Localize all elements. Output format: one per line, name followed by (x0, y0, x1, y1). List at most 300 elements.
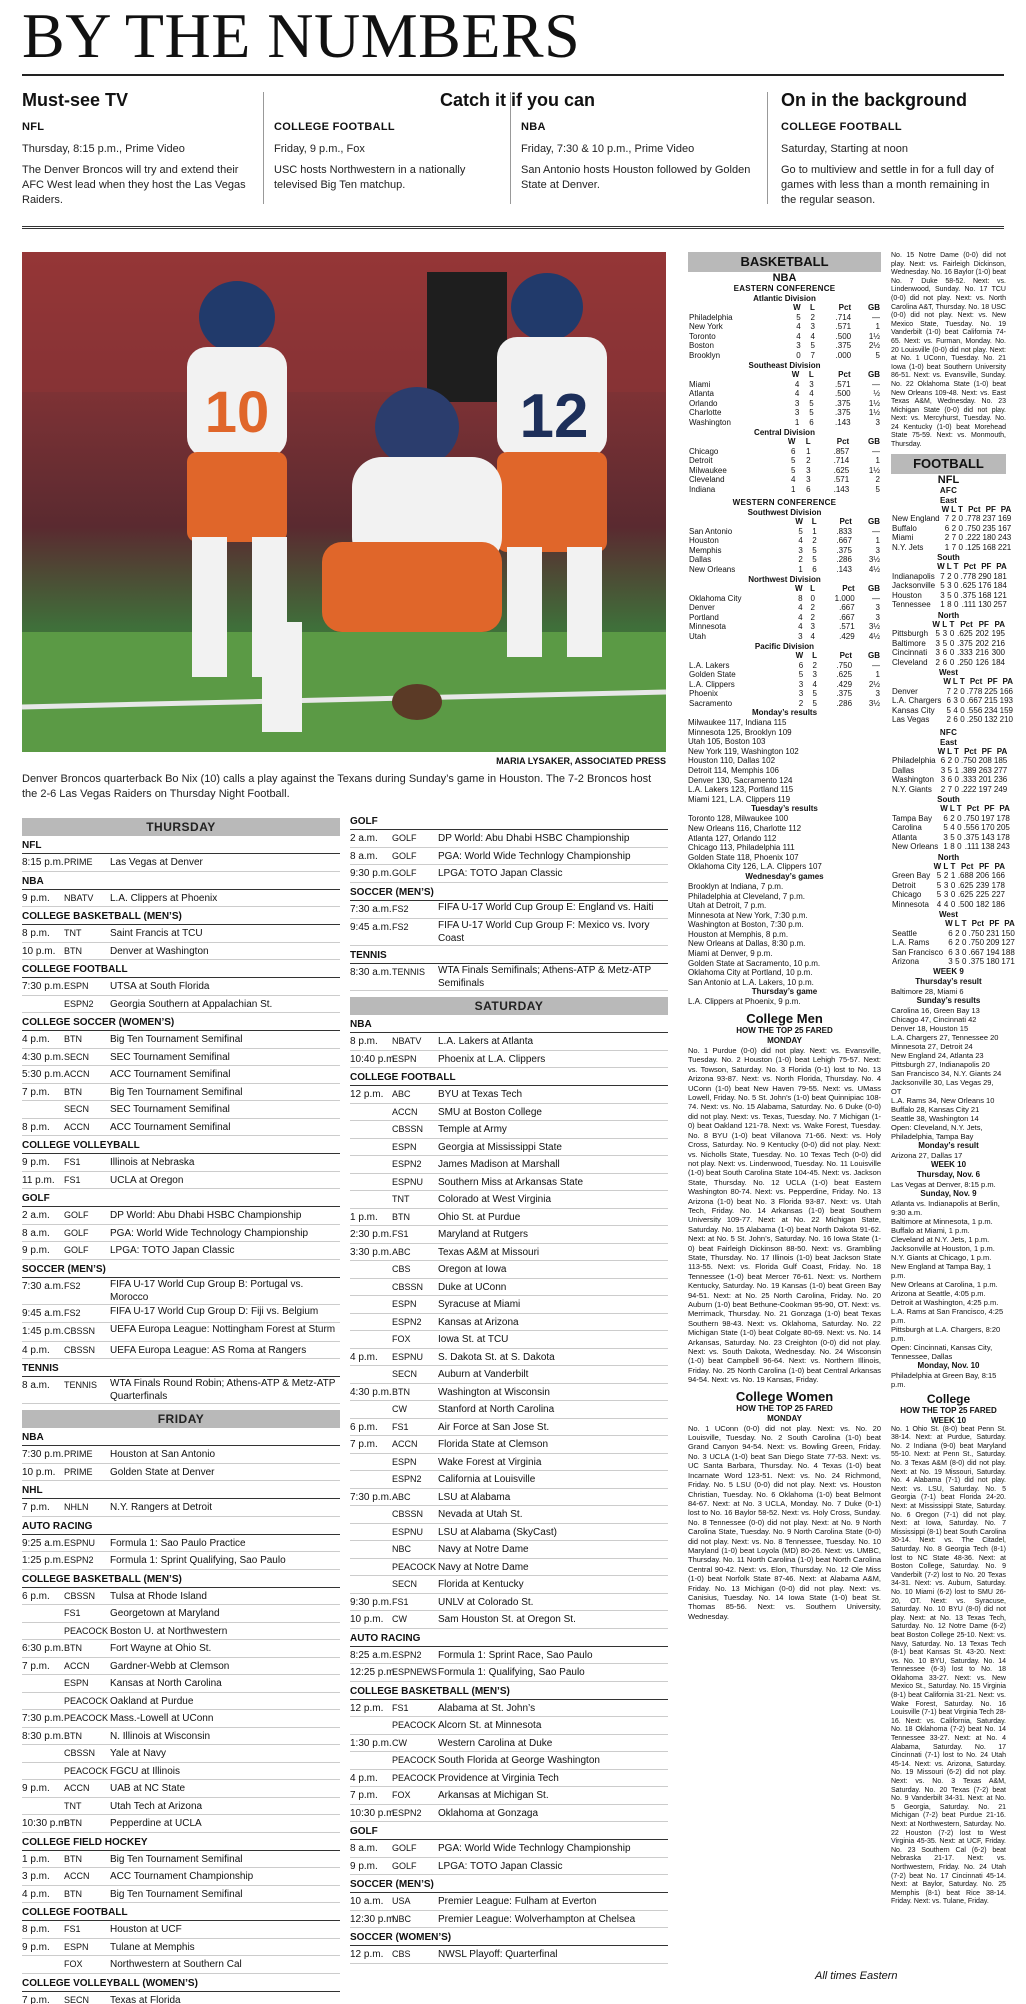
team-cell: 0 (954, 571, 959, 581)
schedule-row (22, 1745, 340, 1763)
team-cell: 3 (955, 947, 960, 957)
network-cell: ESPN (392, 1456, 417, 1467)
header-cell: W (794, 584, 803, 593)
schedule-row (22, 1921, 340, 1939)
team-cell: 2 (947, 571, 952, 581)
team-cell: — (872, 660, 880, 670)
team-cell: 6 (806, 484, 811, 494)
time-cell: 9 p.m. (22, 892, 50, 904)
network-cell: SECN (64, 1994, 90, 2004)
event-cell: Houston at UCF (110, 1924, 182, 1935)
team-cell: 2 (810, 612, 815, 622)
header-cell: Pct (968, 504, 981, 514)
team-cell: 3 (940, 590, 945, 600)
team-cell: 2 (950, 813, 955, 823)
header-cell (891, 804, 939, 814)
team-cell: .250 (957, 657, 973, 667)
team-cell: 185 (993, 756, 1008, 766)
schedule-row (350, 1139, 668, 1157)
team-cell: 4 (798, 612, 803, 622)
time-cell: 9 p.m. (22, 1941, 50, 1953)
team-cell: 3 (806, 465, 811, 475)
team-cell: 2 (806, 456, 811, 465)
network-cell: FS1 (64, 1157, 81, 1167)
schedule-row (22, 1780, 340, 1798)
schedule-row (350, 1261, 668, 1279)
team-cell: San Antonio (689, 526, 733, 536)
team-cell: 237 (982, 514, 996, 524)
header-cell (891, 677, 942, 687)
team-cell: 178 (996, 813, 1010, 823)
schedule-row (22, 943, 340, 961)
team-cell: .667 (836, 536, 852, 545)
college-football-poll: No. 1 Ohio St. (8-0) beat Penn St. 38-14. Next: at Purdue, Saturday. No. 2 Indiana (9-0) beat Maryland 55-10. Next: at Penn St., Saturday. No. 3 Texas A&M (8-0) did not play. Next: at No. 19 Missouri, Saturday. No. 4 Alabama (7-1) did not play. Next: vs. LSU, Saturday. No. 5 Georgia (7-1) beat Florida 24-20. Next: at Mississippi State, Saturday. No. 6 Oregon (7-1) did not play. Next: at Iowa, Saturday. No. 7 Mississippi (8-1) beat South Carolina 30-14. Next: vs. The Citadel, Saturday. No. 8 Georgia Tech (8-1) lost to NC State 48-36. Next: at Boston College, Saturday. No. 9 Vanderbilt (7-2) lost to No. 20 Texas 34-31. Next: vs. Auburn, Saturday. No. 10 Miami (6-2) lost to SMU 26-20, OT. Next: vs. Syracuse, Saturday. No. 10 BYU (8-0) did not play. Next: at No. 13 Texas Tech, Saturday. No. 12 Notre Dame (6-2) beat Boston College 25-10. Next: vs. Navy, Saturday. No. 13 Texas Tech (8-1) beat Kansas St. 43-20. Next: vs. No. 10 BYU, Saturday. No. 14 Tennessee (6-3) lost to No. 18 Oklahoma 33-27. Next: vs. New Mexico St., Saturday. No. 15 Virginia (8-1) beat California 31-21. Next: vs. Wake Forest, Saturday. No. 16 Louisville (7-1) beat Virginia Tech 28-16. Next: vs. California, Saturday. No. 18 Oklahoma (7-2) beat No. 14 Tennessee 33-27. Next: at No. 4 Alabama, Saturday. No. 17 Cincinnati (7-1) lost to No. 24 Utah 45-14. Next: vs. Arizona, Saturday. No. 19 Missouri (6-2) did not play. Next: vs. No. 3 Texas A&M, Saturday. No. 20 Texas (7-2) beat No. 9 Vanderbilt 34-31. Next: at No. 5 Georgia, Saturday. No. 21 Michigan (7-2) beat Purdue 21-16. Next: at Northwestern, Saturday. No. 22 Houston (7-2) lost to West Virginia 45-35. Next: at UCF, Friday. No. 23 Southern Cal (6-2) beat Nebraska 21-17. Next: vs. Northwestern, Friday. No. 24 Utah (7-2) beat No. 17 Cincinnati 45-14. Next: at Baylor, Saturday. No. 25 Memphis (8-1) beat Rice 38-14. Friday. Next: vs. Tulane, Friday. (891, 1425, 1006, 1906)
team-cell: .556 (966, 705, 983, 715)
network-cell: CBS (392, 1264, 411, 1274)
team-cell: 1 (798, 564, 803, 574)
schedule-row (350, 830, 668, 848)
team-cell: 225 (975, 890, 990, 900)
team-row (688, 475, 881, 485)
result-line: Seattle 38, Washington 14 (891, 1113, 979, 1123)
team-cell: .857 (833, 446, 850, 456)
header-cell: L (946, 562, 952, 572)
schedule-row (350, 901, 668, 920)
category-heading: COLLEGE FIELD HOCKEY (22, 1836, 340, 1851)
result-line: Milwaukee 117, Indiana 115 (688, 718, 787, 727)
header-cell: GB (868, 651, 880, 660)
event-cell: Mass.-Lowell at UConn (110, 1713, 214, 1724)
team-cell: Minnesota (892, 899, 929, 909)
team-cell: L.A. Chargers (892, 696, 942, 706)
time-cell: 1:25 p.m. (22, 1555, 64, 1566)
team-cell: Atlanta (892, 832, 917, 842)
week-heading: WEEK 10 (930, 1159, 967, 1169)
team-cell: 3 (943, 880, 949, 890)
header-cell: Pct (964, 746, 977, 756)
event-cell: Wake Forest at Virginia (438, 1456, 542, 1468)
time-cell (22, 1693, 64, 1710)
team-cell: Phoenix (689, 689, 718, 698)
team-cell: 3 (810, 622, 815, 631)
event-cell: ACC Tournament Semifinal (110, 1121, 231, 1133)
event-cell: UEFA Europa League: AS Roma at Rangers (110, 1344, 307, 1356)
network-cell: GOLF (392, 1860, 417, 1871)
team-cell: 2 (798, 698, 804, 708)
catch-heading: Catch it if you can (440, 90, 596, 110)
team-row (891, 890, 1006, 900)
team-cell: 3 (943, 832, 948, 842)
header-cell: W (787, 437, 796, 446)
team-cell: Orlando (689, 398, 718, 408)
time-cell: 10 p.m. (22, 945, 56, 957)
event-cell: UEFA Europa League: Nottingham Forest at Sturm (110, 1324, 336, 1335)
time-cell: 6 p.m. (350, 1421, 378, 1433)
team-cell: 208 (978, 756, 992, 766)
network-cell: PRIME (64, 857, 93, 867)
header-cell: Pct (960, 619, 973, 629)
team-row (891, 706, 1014, 716)
college-women-heading: College Women (735, 1388, 834, 1404)
network-cell: USA (392, 1896, 411, 1906)
schedule-row (22, 1084, 340, 1102)
team-cell: Seattle (892, 928, 917, 938)
top-item-time: Friday, 7:30 & 10 p.m., Prime Video (521, 143, 695, 155)
schedule-row (350, 1086, 668, 1104)
team-cell: 194 (986, 947, 1000, 957)
result-line: Minnesota at New York, 7:30 p.m. (688, 910, 808, 920)
team-cell: Miami (689, 379, 711, 389)
team-cell: .667 (839, 612, 855, 622)
team-cell: N.Y. Giants (892, 784, 932, 794)
time-cell: 7:30 a.m. (22, 1280, 64, 1292)
team-cell: 4 (943, 899, 949, 909)
team-cell: Washington (892, 775, 934, 785)
event-cell: Florida at Kentucky (438, 1579, 524, 1590)
schedule-row (350, 1366, 668, 1384)
network-cell: PEACOCK (392, 1720, 437, 1730)
team-cell: .429 (839, 631, 855, 641)
schedule-row (22, 1640, 340, 1658)
time-cell: 9:30 p.m. (350, 868, 392, 879)
afc-standings (891, 495, 1013, 725)
event-cell: UNLV at Colorado St. (438, 1596, 534, 1608)
time-cell: 8 a.m. (22, 1227, 50, 1239)
time-cell: 12 p.m. (350, 1089, 384, 1100)
standings-table (891, 505, 1012, 553)
team-cell: Minnesota (689, 622, 726, 631)
top-item-label: NBA (521, 121, 546, 133)
nba-west-standings (688, 508, 881, 708)
team-cell: .571 (833, 475, 850, 484)
result-line: San Antonio at L.A. Lakers, 10 p.m. (688, 977, 814, 987)
team-cell: .688 (957, 871, 974, 881)
team-cell: 143 (981, 832, 995, 842)
category-heading: COLLEGE FOOTBALL (22, 1906, 340, 1921)
top-item-time: Thursday, 8:15 p.m., Prime Video (22, 143, 185, 155)
team-row (891, 629, 1006, 639)
team-cell: 4 (798, 622, 803, 631)
time-cell: 12:30 p.m. (350, 1913, 398, 1925)
team-cell: 2 (875, 475, 880, 484)
team-cell: 201 (978, 775, 992, 785)
network-cell: NBATV (392, 1036, 422, 1046)
network-cell: BTN (64, 1086, 82, 1097)
result-line: Golden State at Sacramento, 10 p.m. (688, 958, 821, 968)
network-cell: ABC (392, 1089, 411, 1099)
event-cell: FGCU at Illinois (110, 1765, 181, 1777)
team-cell: .571 (835, 322, 852, 331)
event-cell: Illinois at Nebraska (110, 1157, 195, 1168)
team-cell: 0 (949, 648, 955, 658)
network-cell: TNT (64, 1800, 82, 1811)
team-cell: 0 (949, 629, 955, 639)
college-men-subheading: HOW THE TOP 25 FARED (736, 1026, 833, 1036)
team-cell: Philadelphia (892, 756, 936, 766)
event-cell: Navy at Notre Dame (438, 1544, 529, 1555)
schedule-row (350, 1506, 668, 1524)
team-cell: Miami (892, 533, 914, 543)
team-cell: 0 (949, 657, 955, 667)
event-cell: Duke at UConn (438, 1281, 507, 1293)
team-cell: Detroit (892, 880, 916, 890)
team-cell: 167 (997, 523, 1012, 533)
team-cell: Indiana (689, 484, 716, 494)
standings-table (688, 584, 881, 641)
team-cell: 2 (955, 938, 960, 948)
standings-table (891, 862, 1006, 910)
team-row (891, 775, 1008, 785)
schedule-row (350, 1524, 668, 1542)
schedule-row (350, 1611, 668, 1629)
time-cell (350, 1471, 392, 1488)
event-cell: Texas A&M at Missouri (438, 1246, 540, 1258)
team-cell: 5 (812, 689, 817, 698)
network-cell: BTN (64, 1643, 82, 1653)
team-cell: 3½ (868, 698, 880, 708)
team-cell: 138 (981, 842, 995, 852)
header-cell: PA (999, 804, 1010, 814)
division-heading: Pacific Division (754, 642, 815, 651)
team-cell: 243 (996, 842, 1010, 852)
results-heading: Thursday, Nov. 6 (916, 1169, 981, 1179)
schedule-row (22, 1798, 340, 1816)
division-heading: West (939, 668, 958, 678)
division-heading: Atlantic Division (753, 294, 816, 303)
team-cell: 0 (962, 938, 967, 948)
team-cell: 0 (958, 514, 963, 524)
header-cell: Pct (836, 437, 850, 446)
team-cell: 5 (812, 545, 817, 555)
time-cell: 5:30 p.m. (22, 1069, 64, 1080)
network-cell: FS2 (392, 903, 409, 914)
time-cell: 2:30 p.m. (350, 1229, 392, 1240)
team-cell: .625 (833, 465, 850, 475)
western-conference-heading: WESTERN CONFERENCE (732, 498, 837, 507)
time-cell: 10:30 p.m. (22, 1818, 70, 1829)
standings-table (688, 303, 881, 360)
time-cell (350, 1541, 392, 1558)
team-cell: 166 (999, 686, 1013, 696)
team-cell: 2 (940, 784, 946, 794)
event-cell: SMU at Boston College (438, 1106, 542, 1118)
header-cell: T (956, 804, 962, 814)
category-heading: NBA (22, 1431, 340, 1446)
time-cell (22, 1623, 64, 1640)
team-cell: L.A. Rams (892, 938, 930, 948)
header-cell: Pct (966, 804, 980, 814)
team-cell: 8 (798, 593, 803, 603)
team-cell: 184 (993, 581, 1007, 591)
result-line: Golden State 118, Phoenix 107 (688, 852, 799, 862)
time-cell (22, 996, 64, 1013)
schedule-row (350, 1226, 668, 1244)
team-cell: Dallas (892, 765, 915, 775)
team-cell: 231 (986, 928, 1000, 938)
event-cell: WTA Finals Semifinals; Athens-ATP & Metz-ATP Semifinals (438, 965, 652, 989)
standings-table (891, 804, 1011, 852)
result-line: Las Vegas at Denver, 8:15 p.m. (891, 1179, 996, 1189)
category-heading: COLLEGE BASKETBALL (MEN’S) (350, 1685, 668, 1700)
network-cell: ESPNU (392, 1526, 424, 1537)
team-cell: 234 (984, 705, 998, 715)
time-cell (350, 1296, 392, 1313)
top-item-text: USC hosts Northwestern in a nationally televised Big Ten matchup. (274, 164, 466, 191)
team-row (688, 456, 881, 466)
team-cell: 178 (996, 832, 1010, 842)
event-cell: Houston at San Antonio (110, 1449, 216, 1460)
team-cell: 159 (999, 705, 1013, 715)
header-cell (891, 562, 936, 572)
time-cell: 1:30 p.m. (350, 1737, 392, 1749)
network-cell: BTN (64, 1888, 82, 1899)
division-heading: South (937, 795, 960, 805)
team-cell: 3 (812, 670, 817, 679)
result-line: Denver 18, Houston 15 (891, 1023, 969, 1033)
header-cell: GB (868, 370, 880, 379)
standings-header (688, 651, 881, 661)
team-cell: 243 (997, 533, 1012, 543)
team-cell: 5 (935, 629, 940, 639)
time-cell (350, 1314, 392, 1331)
event-cell: ACC Tournament Semifinal (110, 1069, 231, 1080)
team-cell: 206 (975, 871, 990, 881)
header-cell: Pct (839, 651, 853, 660)
event-cell: Oklahoma at Gonzaga (438, 1807, 539, 1819)
result-line: Detroit at Washington, 4:25 p.m. (891, 1297, 999, 1307)
category-heading: COLLEGE BASKETBALL (MEN’S) (22, 910, 340, 925)
team-cell: .143 (835, 417, 851, 427)
team-cell: 171 (1001, 957, 1015, 967)
division-heading: West (939, 910, 958, 920)
team-row (891, 648, 1006, 658)
team-cell: .375 (963, 832, 980, 842)
event-cell: DP World: Abu Dhabi HSBC Championship (438, 833, 630, 844)
result-line: Utah 105, Boston 103 (688, 737, 766, 747)
header-cell: L (952, 677, 958, 687)
schedule-row (22, 1886, 340, 1904)
header-cell: PA (994, 861, 1005, 871)
standings-header (891, 862, 1006, 872)
category-heading: SOCCER (WOMEN’S) (350, 1931, 668, 1946)
event-cell: UCLA at Oregon (110, 1174, 184, 1186)
team-cell: 3 (948, 957, 953, 967)
team-cell: 3½ (868, 555, 880, 564)
team-row (688, 613, 881, 623)
network-cell: PEACOCK (64, 1695, 109, 1706)
top-item-nba (521, 121, 756, 193)
schedule-row (350, 1384, 668, 1402)
time-cell: 8:30 p.m. (22, 1730, 64, 1742)
schedule-row (22, 1101, 340, 1119)
team-cell: 3 (796, 341, 801, 350)
football-column (891, 252, 1015, 1907)
team-cell: 2 (935, 657, 940, 667)
result-line: Open: Cincinnati, Kansas City, Tennessee, Dallas (891, 1342, 993, 1361)
time-cell (350, 1139, 392, 1156)
team-cell: 4 (796, 322, 801, 331)
event-cell: Temple at Army (438, 1124, 507, 1135)
time-cell: 2 a.m. (22, 1210, 50, 1221)
team-cell: 1½ (868, 398, 880, 408)
standings-table (891, 620, 1006, 668)
team-cell: 170 (981, 823, 995, 833)
event-cell: LPGA: TOTO Japan Classic (438, 1860, 563, 1872)
team-cell: 4 (798, 536, 803, 545)
team-cell: 5 (946, 705, 951, 715)
team-cell: 0 (954, 784, 959, 794)
network-cell: BTN (64, 945, 82, 956)
network-cell: FS1 (392, 1229, 409, 1239)
team-cell: 7 (944, 514, 950, 524)
team-cell: 3 (794, 398, 800, 408)
results-heading: Monday’s results (751, 708, 818, 717)
result-line: L.A. Clippers at Phoenix, 9 p.m. (688, 997, 801, 1007)
division-heading: East (940, 737, 957, 747)
standings-header (891, 919, 1016, 929)
team-cell: 3 (935, 638, 940, 648)
schedule-row (350, 1840, 668, 1858)
time-cell: 10 p.m. (22, 1466, 56, 1478)
network-cell: ESPN2 (392, 1807, 422, 1818)
result-line: Baltimore 28, Miami 6 (891, 986, 964, 996)
team-cell: 209 (986, 938, 1000, 948)
team-cell: 6 (798, 660, 804, 670)
category-heading: NBA (22, 875, 340, 890)
team-cell: 2 (953, 686, 958, 696)
network-cell: GOLF (64, 1210, 89, 1220)
schedule-row (350, 1436, 668, 1454)
category-heading: COLLEGE FOOTBALL (350, 1071, 668, 1086)
network-cell: GOLF (64, 1245, 89, 1255)
network-cell: PEACOCK (392, 1561, 437, 1572)
time-cell: 8 a.m. (350, 850, 378, 862)
jersey-number: 10 (204, 380, 270, 445)
nfc-heading: NFC (939, 727, 958, 737)
team-row (891, 715, 1014, 725)
team-cell: .778 (966, 686, 983, 696)
results-heading: Sunday, Nov. 9 (920, 1188, 977, 1198)
team-cell: 0 (958, 533, 963, 543)
team-cell: .750 (836, 660, 853, 670)
team-cell: .750 (963, 813, 980, 823)
team-cell: 5 (947, 765, 953, 775)
team-cell: 5 (955, 957, 960, 967)
event-cell: FIFA U-17 World Cup Group B: Portugal vs. Morocco (110, 1278, 304, 1303)
team-cell: 5 (942, 638, 948, 648)
network-cell: CBSSN (392, 1124, 424, 1134)
team-cell: — (872, 446, 880, 456)
team-row (688, 699, 881, 709)
event-cell: S. Dakota St. at S. Dakota (438, 1351, 555, 1363)
schedule-row (22, 1728, 340, 1746)
footer-note: All times Eastern (815, 1970, 898, 1982)
team-row (891, 938, 1016, 948)
team-cell: 6 (790, 446, 796, 456)
time-cell: 8 p.m. (22, 928, 50, 939)
top-item-text: The Denver Broncos will try and extend their AFC West lead when they host the Las Vegas Raiders. (22, 164, 246, 206)
time-cell: 9 p.m. (22, 1157, 50, 1168)
schedule-row (350, 1911, 668, 1929)
schedule-row (22, 1763, 340, 1781)
header-cell: T (961, 919, 967, 929)
time-cell (350, 1104, 392, 1121)
network-cell: PRIME (64, 1466, 93, 1477)
section-rule (22, 226, 1004, 229)
time-cell: 1 p.m. (22, 1853, 50, 1865)
team-row (688, 555, 881, 565)
category-heading: COLLEGE BASKETBALL (MEN’S) (22, 1573, 340, 1588)
